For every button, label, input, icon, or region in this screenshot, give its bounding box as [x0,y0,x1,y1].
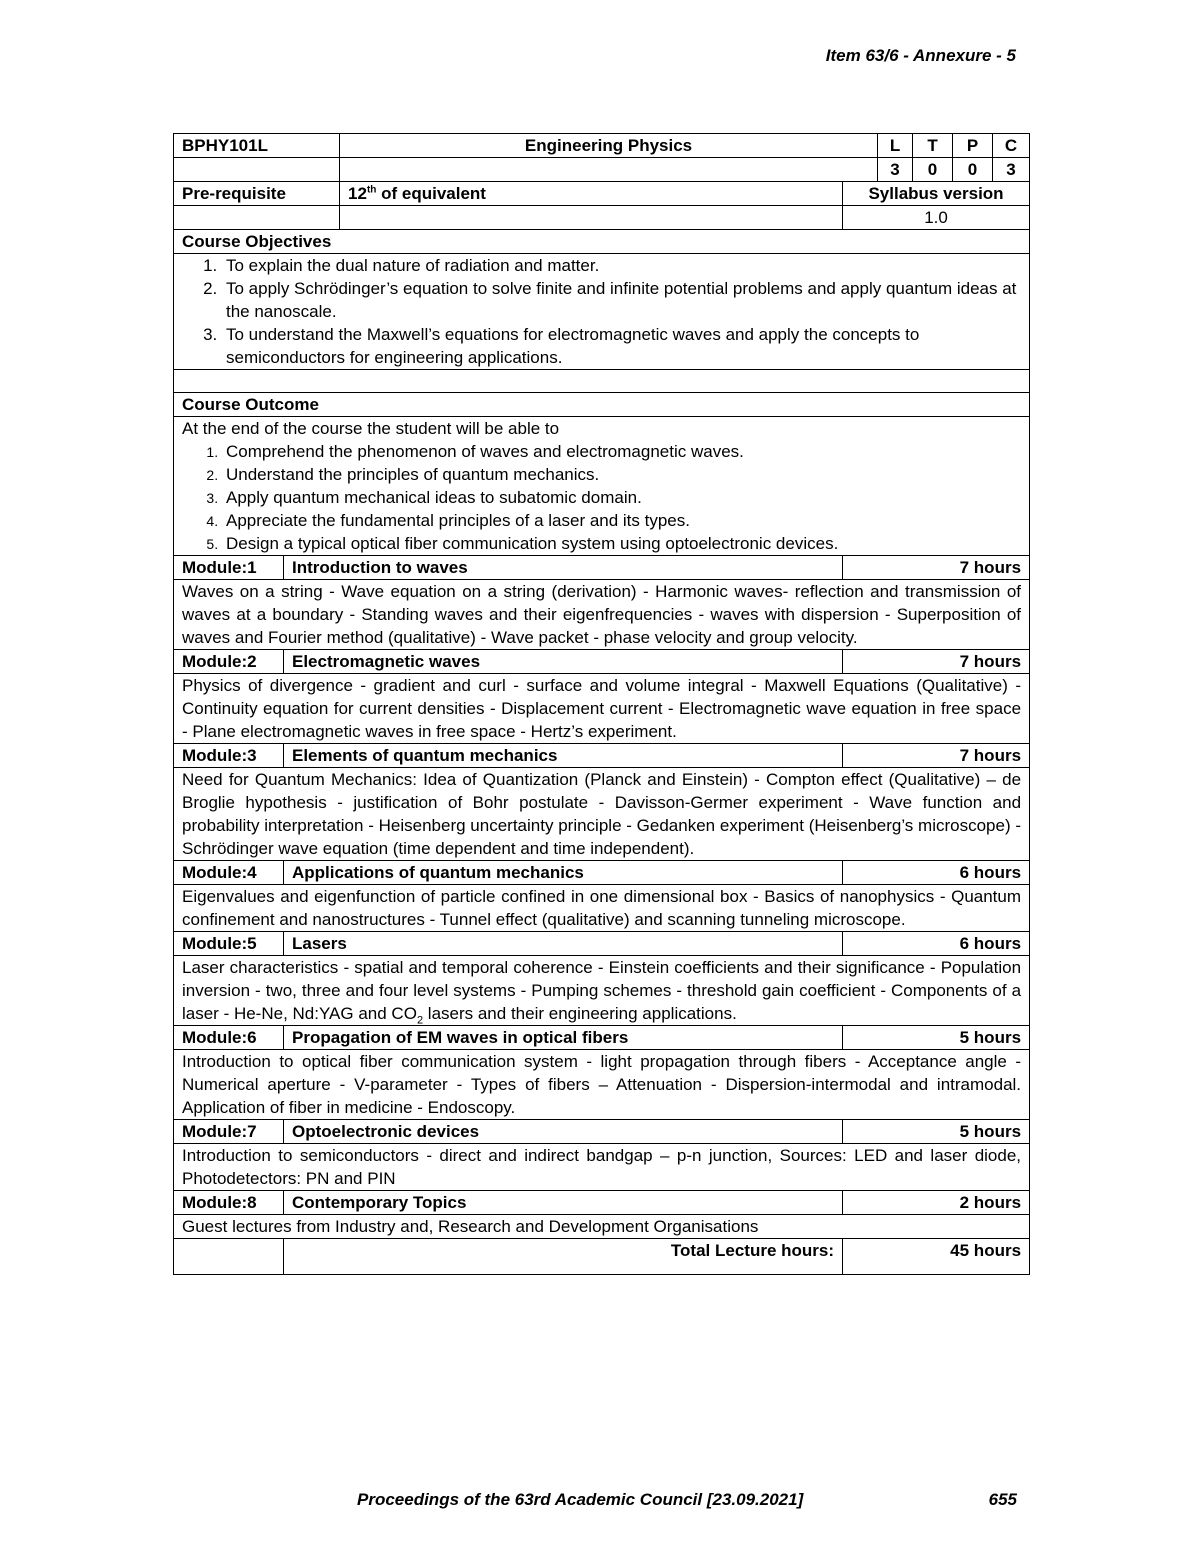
objective-item: 1. To explain the dual nature of radiation and matter. [222,254,1017,277]
ltpc-label-c: C [993,134,1030,158]
outcomes-content [174,417,1030,556]
ltpc-value-p: 0 [953,158,993,182]
objective-item: 3. To understand the Maxwell’s equations for electromagnetic waves and apply the concepts to semiconductors for engineering applications. [222,323,1017,369]
module-hours: 6 hours [843,932,1030,956]
spacer-row [174,370,1030,393]
module-hours: 7 hours [843,650,1030,674]
module-hours: 5 hours [843,1026,1030,1050]
empty-cell [174,158,340,182]
module-content: Need for Quantum Mechanics: Idea of Quantization (Planck and Einstein) - Compton effect (Qualitative) – de Broglie hypothesis - justification of Bohr postulate - Davisson-Germer experiment - Wave function and probability interpretation - Heisenberg uncertainty principle - Gedanken experiment (Heisenberg’s microscope) - Schrödinger wave equation (time dependent and time independent). [174,768,1030,861]
module-header-row [174,744,1030,768]
module-title: Optoelectronic devices [284,1120,843,1144]
module-hours: 5 hours [843,1120,1030,1144]
outcome-item: 5. Design a typical optical fiber communication system using optoelectronic devices. [222,532,1021,555]
objective-item: 2. To apply Schrödinger’s equation to solve finite and infinite potential problems and apply quantum ideas at the nanoscale. [222,277,1017,323]
module-header-row [174,932,1030,956]
module-content: Laser characteristics - spatial and temporal coherence - Einstein coefficients and their significance - Population inversion - two, three and four level systems - Pumping schemes - threshold gain coefficient - Components of a laser - He-Ne, Nd:YAG and $CO_2$ lasers and their engineering applications. [174,956,1030,1026]
objectives-heading: Course Objectives [174,230,1030,254]
module-content: Waves on a string - Wave equation on a string (derivation) - Harmonic waves- reflection and transmission of waves at a boundary - Standing waves and their eigenfrequencies - waves with dispersion - Superposition of waves and Fourier method (qualitative) - Wave packet - phase velocity and group velocity. [174,580,1030,650]
annexure-reference: Item 63/6 - Annexure - 5 [825,46,1016,65]
objectives-list [182,254,1017,369]
ltpc-value-c: 3 [993,158,1030,182]
outcomes-heading: Course Outcome [174,393,1030,417]
module-label: Module:7 [174,1120,284,1144]
module-label: Module:6 [174,1026,284,1050]
syllabus-version-value: 1.0 [843,206,1030,230]
page-footer [357,1490,1017,1510]
total-hours: 45 hours [843,1239,1030,1275]
outcomes-intro: At the end of the course the student will be able to [182,419,560,438]
outcome-item: 4. Appreciate the fundamental principles of a laser and its types. [222,509,1021,532]
module-hours: 6 hours [843,861,1030,885]
module-hours: 7 hours [843,744,1030,768]
outcomes-list [182,440,1021,555]
module-content: Introduction to optical fiber communication system - light propagation through fibers - Acceptance angle - Numerical aperture - V-parameter - Types of fibers – Attenuation - Dispersion-intermodal and intramodal. Application of fiber in medicine - Endoscopy. [174,1050,1030,1120]
module-content: Introduction to semiconductors - direct and indirect bandgap – p-n junction, Sources: LED and laser diode, Photodetectors: PN and PIN [174,1144,1030,1191]
module-label: Module:1 [174,556,284,580]
outcome-item: 1. Comprehend the phenomenon of waves and electromagnetic waves. [222,440,1021,463]
module-content: Physics of divergence - gradient and curl - surface and volume integral - Maxwell Equations (Qualitative) - Continuity equation for current densities - Displacement current - Electromagnetic wave equation in free space - Plane electromagnetic waves in free space - Hertz’s experiment. [174,674,1030,744]
outcome-item: 2. Understand the principles of quantum mechanics. [222,463,1021,486]
ltpc-value-t: 0 [913,158,953,182]
objectives-content [174,254,1030,370]
module-hours: 2 hours [843,1191,1030,1215]
module-header-row [174,650,1030,674]
ltpc-value-l: 3 [878,158,913,182]
ltpc-label-l: L [878,134,913,158]
module-label: Module:5 [174,932,284,956]
module-label: Module:4 [174,861,284,885]
module-header-row [174,1120,1030,1144]
ltpc-values-row [174,158,1030,182]
module-title: Lasers [284,932,843,956]
syllabus-version-label: Syllabus version [843,182,1030,206]
module-title: Contemporary Topics [284,1191,843,1215]
ltpc-label-p: P [953,134,993,158]
module-header-row [174,1026,1030,1050]
total-label: Total Lecture hours: [284,1239,843,1275]
prerequisite-value: 12th of equivalent [340,182,843,206]
module-label: Module:3 [174,744,284,768]
total-hours-row [174,1239,1030,1275]
course-code: BPHY101L [174,134,340,158]
module-content: Eigenvalues and eigenfunction of particle confined in one dimensional box - Basics of nanophysics - Quantum confinement and nanostructures - Tunnel effect (qualitative) and scanning tunneling microscope. [174,885,1030,932]
module-content: Guest lectures from Industry and, Research and Development Organisations [174,1215,1030,1239]
module-header-row [174,556,1030,580]
outcome-item: 3. Apply quantum mechanical ideas to subatomic domain. [222,486,1021,509]
course-syllabus-table [173,133,1030,1275]
module-label: Module:8 [174,1191,284,1215]
module-header-row [174,861,1030,885]
module-title: Elements of quantum mechanics [284,744,843,768]
module-header-row [174,1191,1030,1215]
module-title: Introduction to waves [284,556,843,580]
page-number: 655 [988,1490,1017,1509]
course-title: Engineering Physics [340,134,878,158]
module-title: Applications of quantum mechanics [284,861,843,885]
module-label: Module:2 [174,650,284,674]
empty-cell [340,158,878,182]
prerequisite-row [174,182,1030,206]
empty-cell [174,1239,284,1275]
module-hours: 7 hours [843,556,1030,580]
course-header-row [174,134,1030,158]
syllabus-version-row [174,206,1030,230]
module-title: Propagation of EM waves in optical fibers [284,1026,843,1050]
footer-proceedings-text: Proceedings of the 63rd Academic Council [23.09.2021] [357,1490,804,1509]
module-title: Electromagnetic waves [284,650,843,674]
empty-cell [340,206,843,230]
ltpc-label-t: T [913,134,953,158]
prerequisite-label: Pre-requisite [174,182,340,206]
empty-cell [174,206,340,230]
